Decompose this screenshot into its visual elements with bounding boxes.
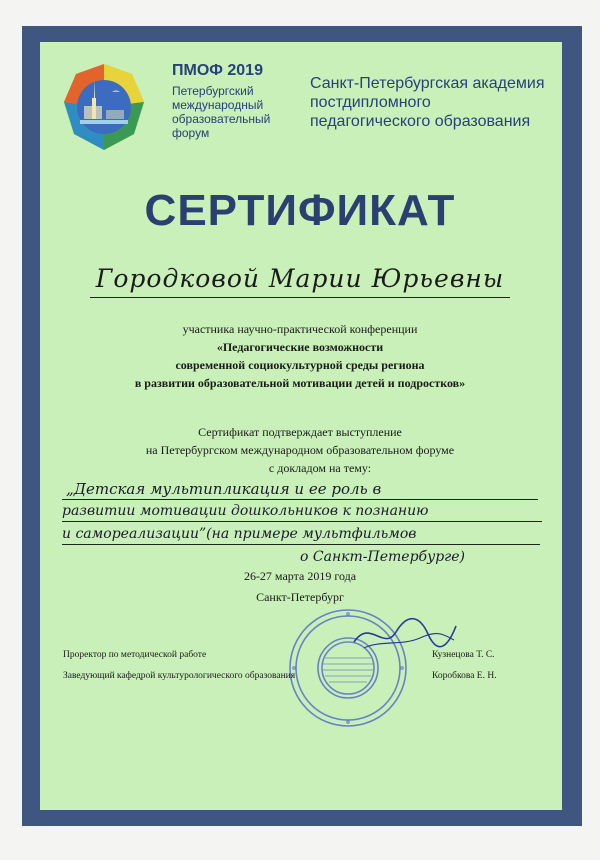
academy-line: постдипломного bbox=[310, 94, 431, 111]
conference-line: «Педагогические возможности bbox=[216, 340, 384, 354]
certificate-title: СЕРТИФИКАТ bbox=[144, 186, 456, 235]
academy-name bbox=[310, 74, 560, 131]
forum-name-line: форум bbox=[172, 126, 210, 140]
recipient-name: Городковой Марии Юрьевны bbox=[95, 264, 505, 293]
confirmation-line: на Петербургском международном образовательном форуме bbox=[145, 443, 455, 457]
signatory-name: Кузнецова Т. С. bbox=[432, 650, 495, 660]
forum-name-line: Петербургский bbox=[172, 84, 254, 98]
topic-underline bbox=[62, 521, 542, 522]
academy-line: Санкт-Петербургская академия bbox=[310, 75, 545, 92]
event-city: Санкт-Петербург bbox=[256, 590, 344, 604]
recipient-underline bbox=[90, 297, 510, 298]
forum-logo bbox=[62, 62, 146, 152]
conference-title bbox=[60, 338, 540, 392]
topic-underline bbox=[62, 544, 540, 545]
signatory-name: Коробкова Е. Н. bbox=[432, 671, 497, 681]
report-topic-line: и самореализации”(на примере мультфильмов bbox=[62, 526, 417, 542]
forum-name-line: образовательный bbox=[172, 112, 271, 126]
forum-acronym: ПМОФ 2019 bbox=[172, 62, 263, 79]
report-topic-line: „Детская мультипликация и ее роль в bbox=[66, 480, 382, 498]
report-topic-line: о Санкт-Петербурге) bbox=[300, 549, 465, 565]
forum-name-line: международный bbox=[172, 98, 264, 112]
confirmation-line: с докладом на тему: bbox=[268, 461, 372, 475]
confirmation-line: Сертификат подтверждает выступление bbox=[198, 425, 402, 439]
report-topic-line: развитии мотивации дошкольников к познанию bbox=[62, 503, 429, 519]
signatory-position: Проректор по методической работе bbox=[63, 650, 207, 660]
signatory-position: Заведующий кафедрой культурологического образования bbox=[63, 671, 296, 681]
academy-line: педагогического образования bbox=[310, 113, 531, 130]
topic-underline bbox=[62, 499, 538, 500]
confirmation-text bbox=[60, 423, 540, 477]
forum-name bbox=[172, 84, 302, 140]
event-date: 26-27 марта 2019 года bbox=[243, 569, 357, 583]
participant-label: участника научно-практической конференции bbox=[182, 322, 418, 336]
conference-line: современной социокультурной среды региона bbox=[175, 358, 425, 372]
conference-line: в развитии образовательной мотивации детей и подростков» bbox=[134, 376, 466, 390]
